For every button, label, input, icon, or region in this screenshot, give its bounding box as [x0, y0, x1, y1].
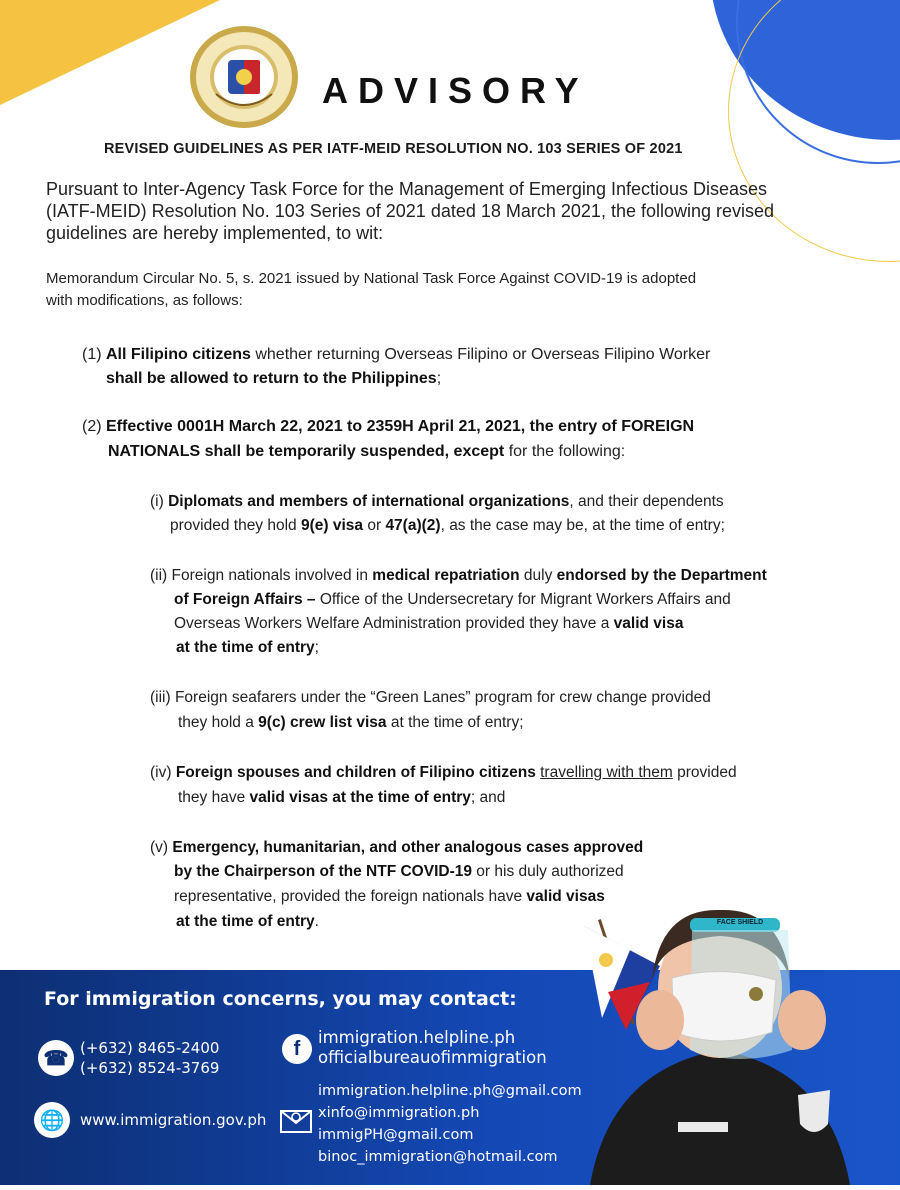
subitem-iii: (iii) Foreign seafarers under the “Green Lanes” program for crew change provided	[150, 689, 711, 706]
face-shield-label: FACE SHIELD	[716, 919, 764, 926]
subitem-ii-line-2: of Foreign Affairs – Office of the Undersecretary for Migrant Workers Affairs and	[174, 591, 731, 608]
page-subtitle: REVISED GUIDELINES AS PER IATF-MEID RESOLUTION NO. 103 SERIES OF 2021	[104, 141, 683, 157]
intro-paragraph	[46, 178, 866, 244]
email-icon	[280, 1108, 312, 1139]
subitem-i-line-2: provided they hold 9(e) visa or 47(a)(2), as the case may be, at the time of entry;	[170, 517, 725, 534]
memo-line: with modifications, as follows:	[46, 292, 243, 309]
subitem-ii-line-3: Overseas Workers Welfare Administration provided they have a valid visa	[174, 615, 684, 632]
page-title: ADVISORY	[322, 70, 589, 111]
item-1: (1) All Filipino citizens whether returning Overseas Filipino or Overseas Filipino Worker	[82, 346, 711, 363]
subitem-iv-line-2: they have valid visas at the time of entry; and	[178, 789, 506, 806]
subitem-v-line-2: by the Chairperson of the NTF COVID-19 or his duly authorized	[174, 863, 624, 880]
phone-number[interactable]: (+632) 8524-3769	[80, 1059, 220, 1077]
email-link[interactable]: xinfo@immigration.ph	[318, 1105, 480, 1121]
globe-icon: 🌐	[34, 1102, 70, 1138]
contact-heading: For immigration concerns, you may contact:	[44, 988, 517, 1010]
yellow-corner-decoration	[0, 0, 220, 105]
email-link[interactable]: immigPH@gmail.com	[318, 1127, 474, 1143]
website-link[interactable]: www.immigration.gov.ph	[80, 1111, 267, 1129]
facebook-page-link[interactable]: immigration.helpline.ph	[318, 1028, 516, 1047]
phone-numbers	[80, 1038, 219, 1078]
email-link[interactable]: binoc_immigration@hotmail.com	[318, 1149, 558, 1165]
phone-icon: ☎	[38, 1040, 74, 1076]
subitem-ii: (ii) Foreign nationals involved in medical repatriation duly endorsed by the Department	[150, 567, 767, 584]
item-1-line-2: shall be allowed to return to the Philippines;	[106, 370, 442, 387]
facebook-icon: f	[282, 1034, 312, 1064]
facebook-pages	[318, 1028, 547, 1068]
email-link[interactable]: immigration.helpline.ph@gmail.com	[318, 1083, 582, 1099]
item-2-line-2: NATIONALS shall be temporarily suspended, except for the following:	[108, 443, 626, 460]
phone-number[interactable]: (+632) 8465-2400	[80, 1039, 220, 1057]
intro-line: (IATF-MEID) Resolution No. 103 Series of 2021 dated 18 March 2021, the following revised	[46, 201, 775, 221]
subitem-v-line-3: representative, provided the foreign nationals have valid visas	[174, 888, 605, 905]
intro-line: guidelines are hereby implemented, to wit:	[46, 223, 384, 243]
subitem-iv: (iv) Foreign spouses and children of Filipino citizens travelling with them provided	[150, 764, 737, 781]
item-2: (2) Effective 0001H March 22, 2021 to 2359H April 21, 2021, the entry of FOREIGN	[82, 418, 695, 435]
intro-line: Pursuant to Inter-Agency Task Force for the Management of Emerging Infectious Diseases	[46, 179, 768, 199]
subitem-v-line-4: at the time of entry.	[176, 913, 319, 930]
memo-line: Memorandum Circular No. 5, s. 2021 issued by National Task Force Against COVID-19 is adopted	[46, 270, 697, 287]
subitem-ii-line-4: at the time of entry;	[176, 639, 319, 656]
bureau-seal-logo	[188, 24, 300, 130]
subitem-v: (v) Emergency, humanitarian, and other analogous cases approved	[150, 839, 644, 856]
officer-illustration	[540, 900, 900, 1185]
memo-paragraph	[46, 268, 866, 312]
subitem-i: (i) Diplomats and members of international organizations, and their dependents	[150, 493, 724, 510]
facebook-page-link[interactable]: officialbureauofimmigration	[318, 1048, 547, 1067]
subitem-iii-line-2: they hold a 9(c) crew list visa at the time of entry;	[178, 714, 524, 731]
